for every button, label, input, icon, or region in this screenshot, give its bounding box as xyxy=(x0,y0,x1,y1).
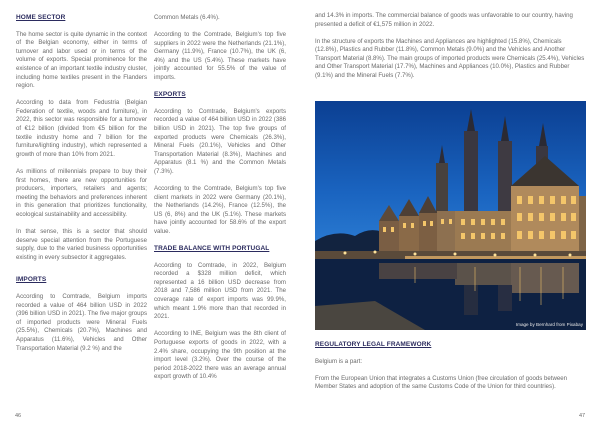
home-sector-paragraph: The home sector is quite dynamic in the context of the Belgian economy, either in terms of turnover and labor used or in terms of the volume of exports. Special prominence for the existence of an important textile industry cluster, including home textiles present in the Flanders region. xyxy=(16,30,147,90)
middle-column xyxy=(154,14,286,390)
regulatory-paragraph: From the European Union that integrates a Customs Union (free circulation of goods between Member States and adoption of the same Customs Code of the Union for third countries). xyxy=(315,374,568,391)
right-page xyxy=(300,0,600,424)
exports-paragraph: According to Comtrade, Belgium's exports recorded a value of 464 billion USD in 2022 (386 billion USD in 2021). The top five groups of exported products were Chemicals (26.3%), Mineral Fuels (20.1%), Vehicles and Other Transportation Material (8.3%), Machines and Apparatus (8.1 %) and the Common Metals (7.3%). xyxy=(154,107,286,175)
trade-balance-heading: TRADE BALANCE WITH PORTUGAL xyxy=(154,245,270,253)
exports-heading: EXPORTS xyxy=(154,91,186,99)
page-number-left: 46 xyxy=(15,413,22,419)
city-skyline-illustration xyxy=(315,101,586,330)
regulatory-heading: REGULATORY LEGAL FRAMEWORK xyxy=(315,341,432,348)
suppliers-paragraph: According to the Comtrade, Belgium's top five suppliers in 2022 were the Netherlands (21.1%), Germany (11.9%), France (10.7%), the UK (6, 4%) and the US (5.4%). These markets have jointly accounted for 55.5% of the value of imports. xyxy=(154,31,286,82)
exports-paragraph: According to the Comtrade, Belgium's top five client markets in 2022 were Germany (20.1%), the Netherlands (14.2%), France (12.5%), the US (6, 8%) and the UK (5.1%). These markets have jointly accounted for 58.6% of the export value. xyxy=(154,185,286,235)
page-number-right: 47 xyxy=(579,413,586,419)
imports-paragraph: According to Comtrade, Belgium imports recorded a value of 464 billion USD in 2022 (396 billion USD in 2021). The five major groups of imported products were Mineral Fuels (25.5%), Chemicals (20.7%), Machines and Apparatus (11.6%), Vehicles and Other Transportation Material (9.2 %) and the xyxy=(16,292,147,352)
imports-continuation: Common Metals (6.4%). xyxy=(154,14,220,21)
photo-credit: Image by Bernhard from Pixabay xyxy=(515,322,583,327)
regulatory-paragraph: Belgium is a part: xyxy=(315,357,363,365)
home-sector-paragraph: As millions of millennials prepare to buy their first homes, there are new opportunities for producers, importers, retailers and agents; meeting the behaviors and preferences inherent in this generation that prioritizes functionality, ecological sustainability and accessibility. xyxy=(16,167,147,218)
home-sector-heading: HOME SECTOR xyxy=(16,14,66,21)
structure-paragraph: In the structure of exports the Machines and Appliances are highlighted (15.8%), Chemicals (12.8%), Plastics and Rubber (11.8%), Common Metals (9.0%) and the Vehicles and Another Transport Material (8.8%). The main groups of imported products were Chemicals (25.4%), Vehicles and Other Transport Material (17.7%), Machines and Appliances (10.0%), Plastics and Rubber (9.1%) and the Mineral Fuels (7.7%). xyxy=(315,37,585,80)
home-sector-paragraph: According to data from Fedustria (Belgian Federation of textile, woods and furniture), in 2022, this sector was responsible for a turnover of €12 billion (divided from €5 billion for the textile industry home and 7 billion for the furniture/lighting industry), which represented a growth of more than 10% from 2021. xyxy=(16,99,147,158)
imports-heading: IMPORTS xyxy=(16,276,47,284)
trade-balance-paragraph: According to INE, Belgium was the 8th client of Portuguese exports of goods in 2022, with a 2.4% share, occupying the 9th position at the import level (3.2%). Over the course of the period 2018-2022 there was an average annual export growth of 10.4% xyxy=(154,330,286,381)
right-intro-text xyxy=(315,12,586,89)
left-column xyxy=(16,14,147,362)
regulatory-section xyxy=(315,341,586,400)
trade-balance-paragraph: According to Comtrade, in 2022, Belgium recorded a $328 million deficit, which represented a 16 billion USD decrease from 2018 and 7,586 million USD from 2021. The coverage rate of export imports was 99.9%, which meant 1.9% more than that recorded in 2021. xyxy=(154,261,286,321)
balance-paragraph: and 14.3% in imports. The commercial balance of goods was unfavorable to our country, having presented a deficit of €1,575 million in 2022. xyxy=(315,12,573,28)
ghent-night-photo xyxy=(315,101,586,330)
home-sector-paragraph: In that sense, this is a sector that should deserve special attention from the Portuguese supply, due to the varied business opportunities existing in every subsector it aggregates. xyxy=(16,227,147,261)
